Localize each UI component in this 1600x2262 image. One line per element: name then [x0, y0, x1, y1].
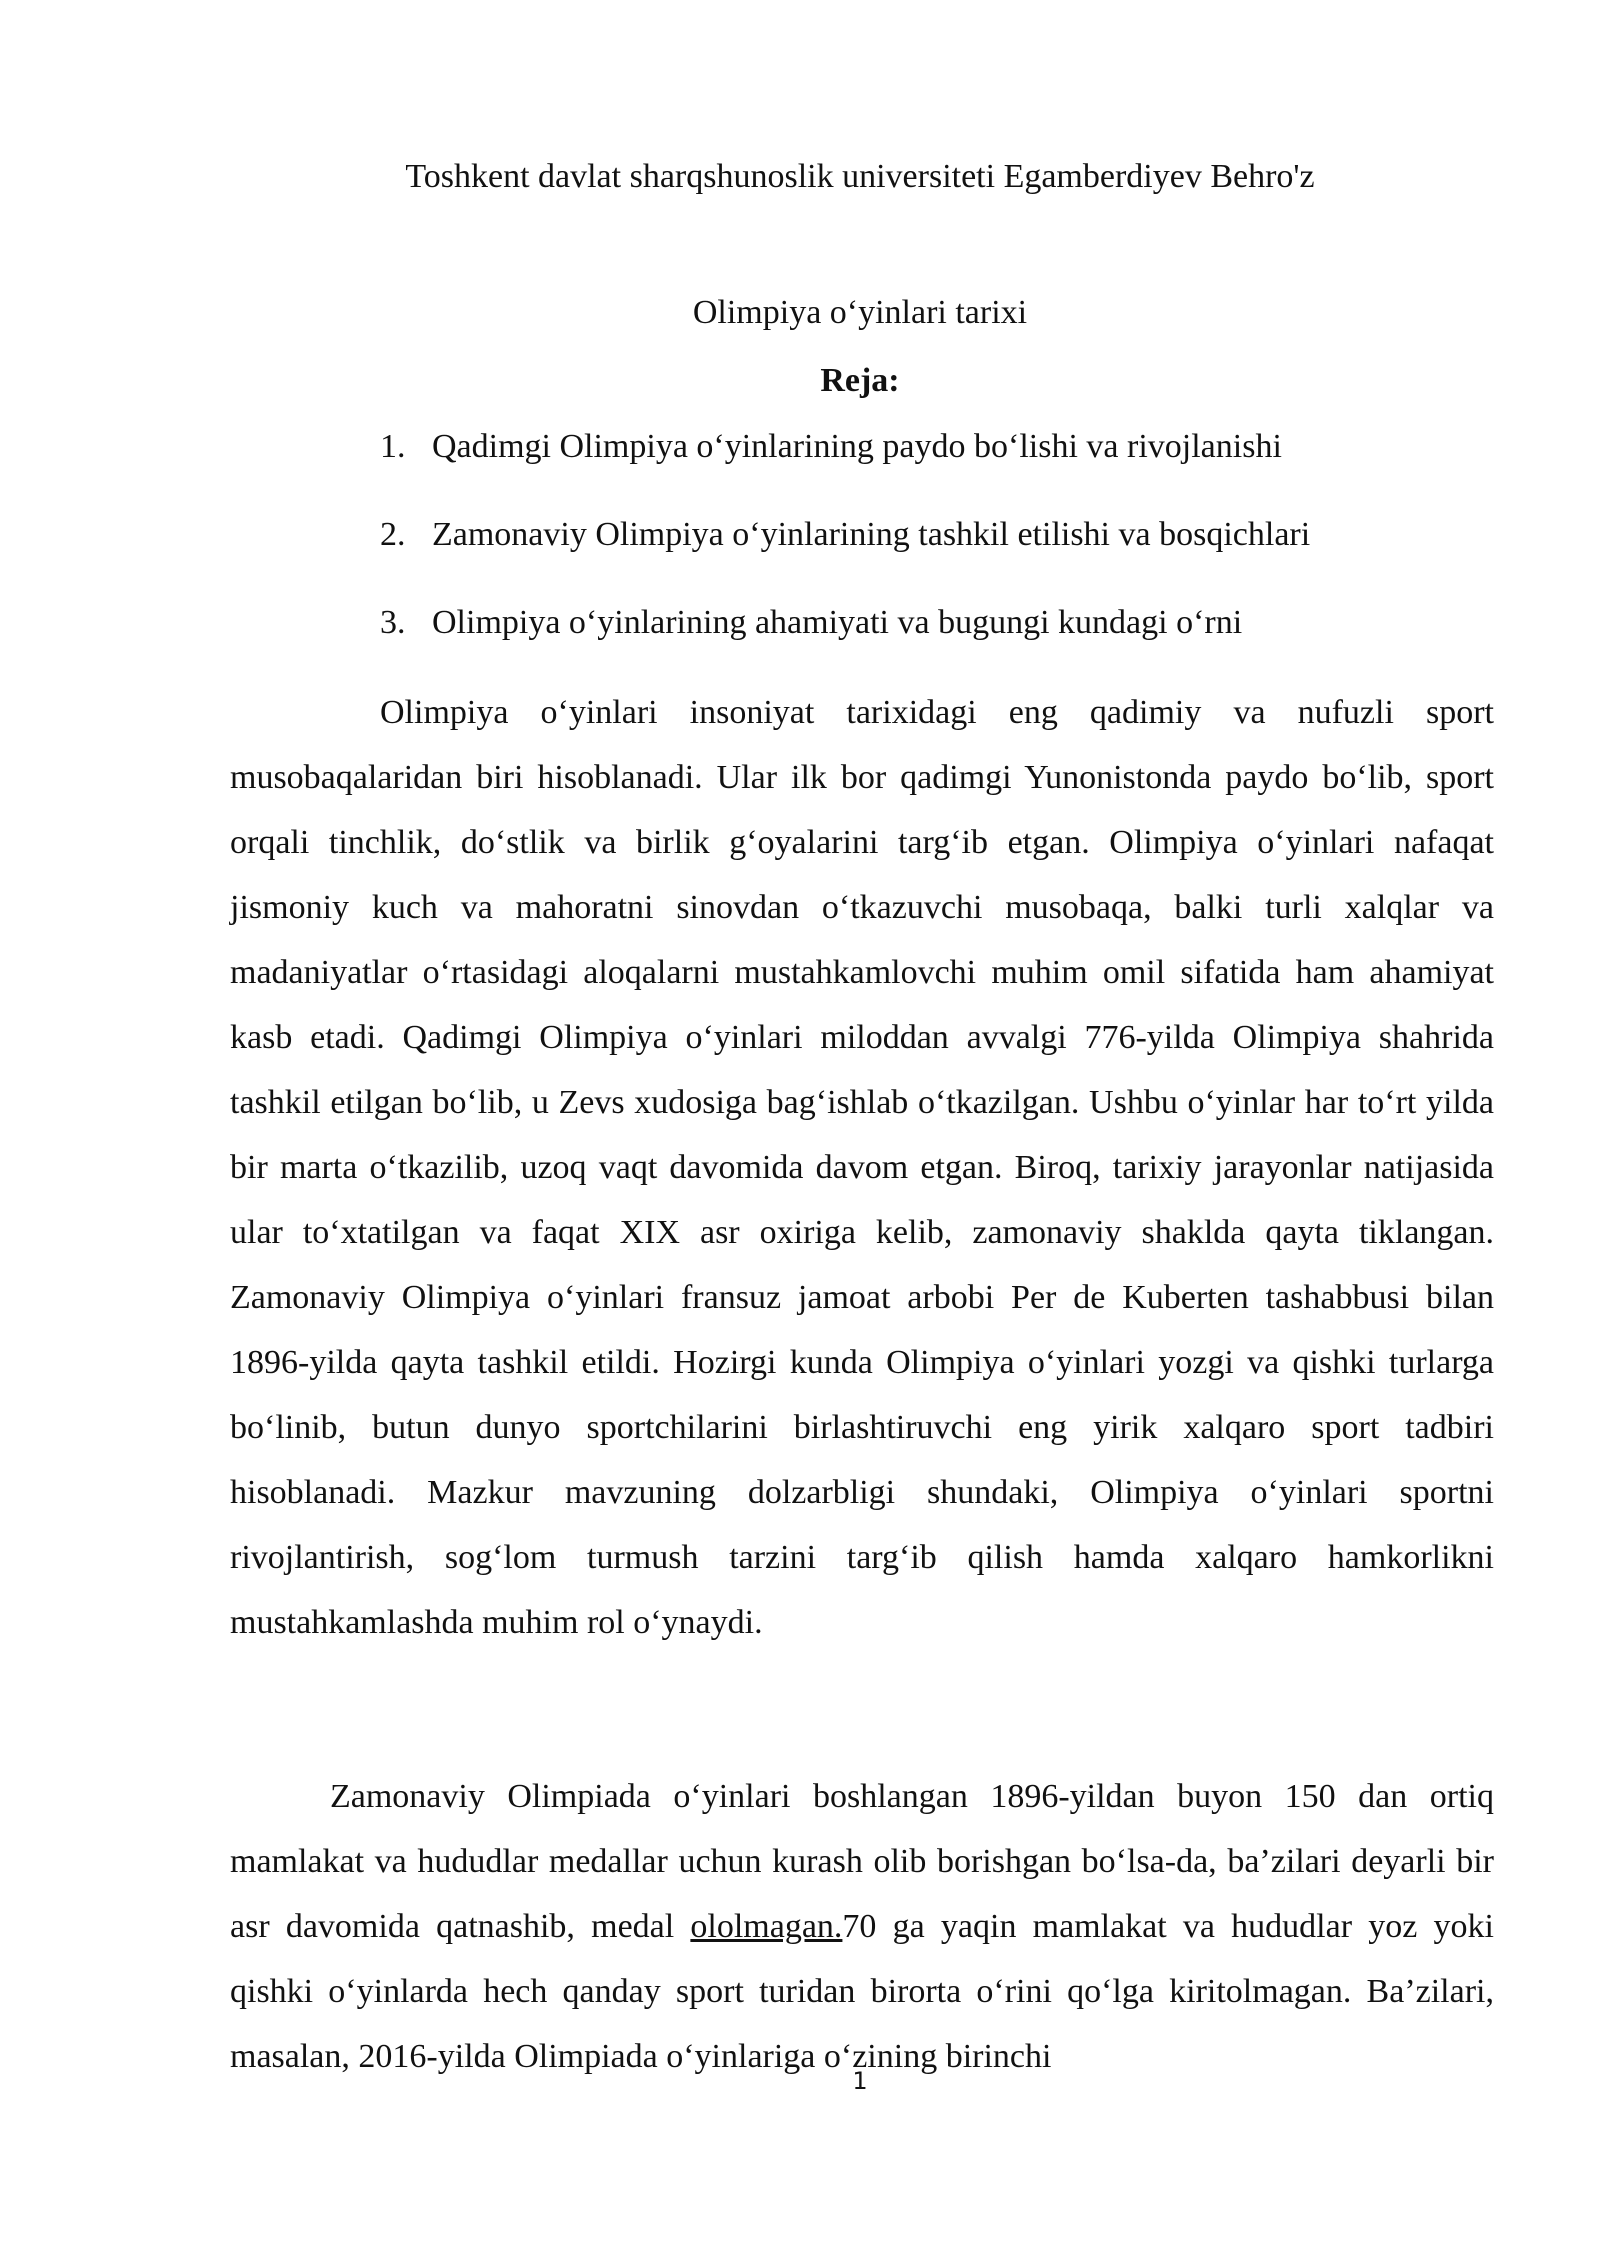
plan-item: [380, 598, 1310, 686]
plan-item-number: 1.: [380, 428, 406, 465]
paragraph-text-after-link: 70 ga yaqin mamlakat va hududlar yoz yoki qishki o‘yinlarda hech qanday sport turidan birorta o‘rini qo‘lga kiritolmagan. Ba’zilari, masalan, 2016-yilda Olimpiada o‘yinlariga o‘zining birinchi: [230, 1908, 1494, 2075]
plan-item-text: Zamonaviy Olimpiya o‘yinlarining tashkil etilishi va bosqichlari: [432, 516, 1311, 553]
document-header: Toshkent davlat sharqshunoslik universiteti Egamberdiyev Behro'z: [405, 158, 1315, 195]
plan-item-number: 3.: [380, 604, 406, 641]
plan-item-text: Olimpiya o‘yinlarining ahamiyati va bugungi kundagi o‘rni: [432, 604, 1243, 641]
plan-item-number: 2.: [380, 516, 406, 553]
paragraph-text-before-link: Zamonaviy Olimpiada o‘yinlari boshlangan 1896-yildan buyon 150 dan ortiq mamlakat va hududlar medallar uchun kurash olib borishgan bo‘lsa-da, ba’zilari deyarli bir asr davomida qatnashib, medal: [230, 1778, 1494, 1945]
plan-item: [380, 422, 1310, 510]
plan-list: [380, 422, 1310, 686]
document-title: Olimpiya o‘yinlari tarixi: [692, 294, 1028, 331]
plan-item: [380, 510, 1310, 598]
second-paragraph: [230, 1764, 1494, 2089]
plan-item-text: Qadimgi Olimpiya o‘yinlarining paydo bo‘lishi va rivojlanishi: [432, 428, 1282, 465]
paragraph-text: [230, 1764, 1494, 2089]
plan-heading: Reja:: [820, 362, 900, 399]
page-number: 1: [852, 2067, 868, 2095]
paragraph-text: Olimpiya o‘yinlari insoniyat tarixidagi eng qadimiy va nufuzli sport musobaqalaridan biri hisoblanadi. Ular ilk bor qadimgi Yunonistonda paydo bo‘lib, sport orqali tinchlik, do‘stlik va birlik g‘oyalarini targ‘ib etgan. Olimpiya o‘yinlari nafaqat jismoniy kuch va mahoratni sinovdan o‘tkazuvchi musobaqa, balki turli xalqlar va madaniyatlar o‘rtasidagi aloqalarni mustahkamlovchi muhim omil sifatida ham ahamiyat kasb etadi. Qadimgi Olimpiya o‘yinlari miloddan avvalgi 776-yilda Olimpiya shahrida tashkil etilgan bo‘lib, u Zevs xudosiga bag‘ishlab o‘tkazilgan. Ushbu o‘yinlar har to‘rt yilda bir marta o‘tkazilib, uzoq vaqt davomida davom etgan. Biroq, tarixiy jarayonlar natijasida ular to‘xtatilgan va faqat XIX asr oxiriga kelib, zamonaviy shaklda qayta tiklangan. Zamonaviy Olimpiya o‘yinlari fransuz jamoat arbobi Per de Kuberten tashabbusi bilan 1896-yilda qayta tashkil etildi. Hozirgi kunda Olimpiya o‘yinlari yozgi va qishki turlarga bo‘linib, butun dunyo sportchilarini birlashtiruvchi eng yirik xalqaro sport tadbiri hisoblanadi. Mazkur mavzuning dolzarbligi shundaki, Olimpiya o‘yinlari sportni rivojlantirish, sog‘lom turmush tarzini targ‘ib qilish hamda xalqaro hamkorlikni mustahkamlashda muhim rol o‘ynaydi.: [230, 694, 1494, 1641]
underlined-link[interactable]: ololmagan.: [690, 1908, 843, 1945]
intro-paragraph: [230, 680, 1494, 1655]
